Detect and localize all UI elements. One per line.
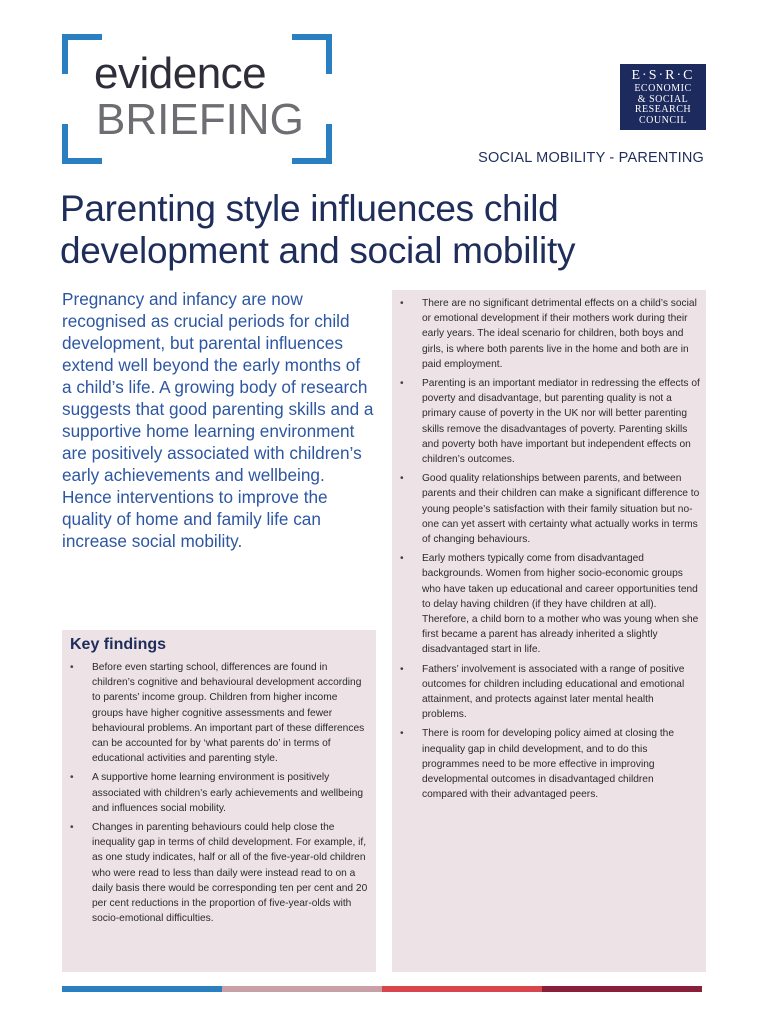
logo-word-briefing: BRIEFING — [96, 95, 304, 144]
list-item: • Good quality relationships between parents, and between parents and their children can make a significant difference to young people’s satisfaction with their family situation but no-one can yet assert with certainty what actually works in terms of changing behaviours. — [400, 471, 700, 547]
list-item: • Changes in parenting behaviours could help close the inequality gap in terms of child development. For example, if, as one study indicates, half or all of the five-year-old children who were read to less than daily were instead read to on a daily basis there would be corresponding ten per cent and 20 per cent reductions in the proportion of five-year-olds with socio-emotional difficulties. — [70, 820, 370, 926]
findings-continued-list — [400, 296, 700, 807]
esrc-line: & SOCIAL — [637, 93, 689, 105]
list-item: • There are no significant detrimental effects on a child’s social or emotional development if their mothers work during their early years. The ideal scenario for children, both boys and girls, is where both parents live in the home and both are in paid employment. — [400, 296, 700, 372]
section-tag: SOCIAL MOBILITY - PARENTING — [478, 150, 704, 166]
footer-color-bar — [62, 986, 702, 992]
list-item: • Fathers’ involvement is associated with a range of positive outcomes for children including educational and emotional attainment, and protects against later mental health problems. — [400, 662, 700, 723]
evidence-briefing-logo — [62, 34, 332, 164]
key-findings-heading: Key findings — [70, 636, 167, 653]
findings-continued-box — [392, 290, 706, 972]
esrc-logo — [620, 64, 706, 130]
list-item: • Early mothers typically come from disadvantaged backgrounds. Women from higher socio-economic groups who have taken up educational and career opportunities tend to delay having children (if they have children at all). Therefore, a child born to a mother who was young when she first became a parent has already inherited a slightly disadvantaged start in life. — [400, 551, 700, 657]
logo-word-evidence: evidence — [94, 49, 267, 98]
list-item: • Before even starting school, differences are found in children’s cognitive and behavioural development according to parents’ income group. Children from higher income groups have higher cognitive assessments and fewer behavioural problems. An important part of these differences can be accounted for by ‘what parents do’ in terms of educational activities and parenting style. — [70, 660, 370, 766]
key-findings-box — [62, 630, 376, 972]
esrc-line: ECONOMIC — [634, 83, 692, 94]
esrc-acronym: E·S·R·C — [631, 68, 695, 83]
page-title: Parenting style influences child development and social mobility — [60, 188, 576, 271]
esrc-line: COUNCIL — [639, 114, 687, 126]
footer-segment-red — [382, 986, 542, 992]
list-item: • There is room for developing policy aimed at closing the inequality gap in child development, and to do this programmes need to be more effective in improving developmental outcomes in disadvantaged children compared with their advantaged peers. — [400, 726, 700, 802]
intro-paragraph: Pregnancy and infancy are now recognised as crucial periods for child development, but parental influences extend well beyond the early months of a child’s life. A growing body of research suggests that good parenting skills and a supportive home learning environment are positively associated with children’s early achievements and wellbeing. Hence interventions to improve the quality of home and family life can increase social mobility. — [62, 289, 374, 551]
list-item: • A supportive home learning environment is positively associated with children’s early achievements and wellbeing and influences social mobility. — [70, 770, 370, 816]
list-item: • Parenting is an important mediator in redressing the effects of poverty and disadvantage, but parenting quality is not a primary cause of poverty in the UK nor will better parenting skills remove the disadvantages of poverty. Parenting skills and poverty both have important but independent effects on children’s outcomes. — [400, 376, 700, 467]
footer-segment-blue — [62, 986, 222, 992]
key-findings-list — [70, 660, 370, 930]
footer-segment-maroon — [542, 986, 702, 992]
esrc-line: RESEARCH — [634, 104, 692, 115]
logo-corner-top-right — [292, 34, 332, 74]
footer-segment-pink — [222, 986, 382, 992]
